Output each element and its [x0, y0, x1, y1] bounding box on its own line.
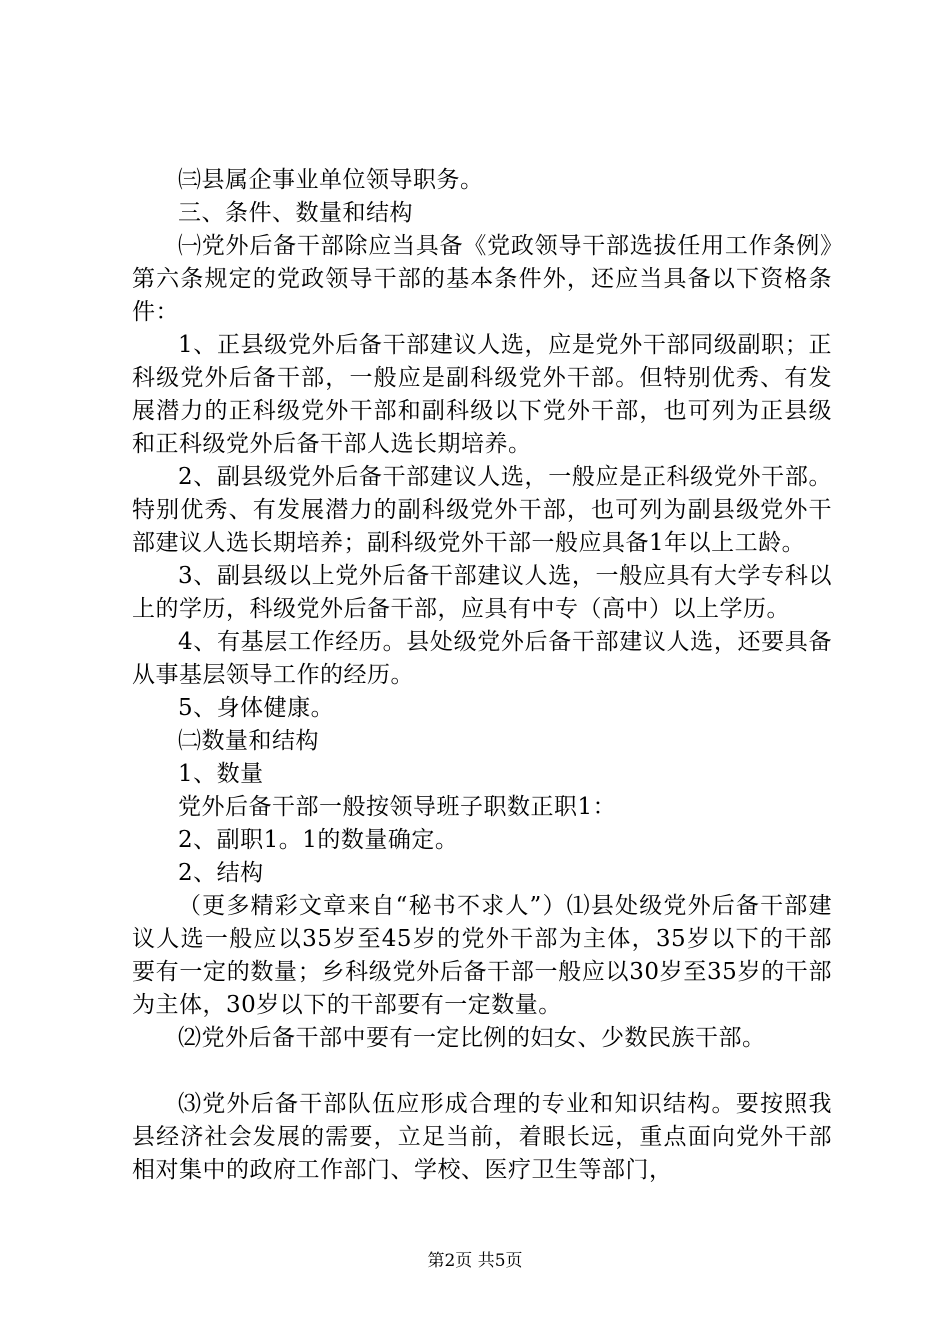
paragraph: 2、结构 — [178, 860, 264, 886]
paragraph: 党外后备干部一般按领导班子职数正职1： — [178, 794, 617, 820]
paragraph: 1、数量 — [178, 761, 264, 787]
document-body — [132, 164, 832, 1187]
paragraph: 2、副县级党外后备干部建议人选，一般应是正科级党外干部。特别优秀、有发展潜力的副科级党外干部，也可列为副县级党外干部建议人选长期培养；副科级党外干部一般应具备1年以上工龄。 — [132, 464, 832, 556]
paragraph: ⑶党外后备干部队伍应形成合理的专业和知识结构。要按照我县经济社会发展的需要，立足当前，着眼长远，重点面向党外干部相对集中的政府工作部门、学校、医疗卫生等部门， — [132, 1091, 832, 1183]
paragraph: 3、副县级以上党外后备干部建议人选，一般应具有大学专科以上的学历，科级党外后备干部，应具有中专（高中）以上学历。 — [132, 563, 832, 622]
paragraph: 4、有基层工作经历。县处级党外后备干部建议人选，还要具备从事基层领导工作的经历。 — [132, 629, 832, 688]
subsection-heading: ㈡数量和结构 — [178, 728, 319, 754]
paragraph: 5、身体健康。 — [178, 695, 335, 721]
section-heading: 三、条件、数量和结构 — [178, 200, 413, 226]
paragraph: 1、正县级党外后备干部建议人选，应是党外干部同级副职；正科级党外后备干部，一般应是副科级党外干部。但特别优秀、有发展潜力的正科级党外干部和副科级以下党外干部，也可列为正县级和正科级党外后备干部人选长期培养。 — [132, 332, 832, 457]
page-footer: 第2页 共5页 — [427, 1251, 523, 1271]
paragraph: ⑵党外后备干部中要有一定比例的妇女、少数民族干部。 — [178, 1025, 766, 1051]
paragraph: ㈠党外后备干部除应当具备《党政领导干部选拔任用工作条例》第六条规定的党政领导干部的基本条件外，还应当具备以下资格条件： — [132, 233, 832, 325]
paragraph: ㈢县属企事业单位领导职务。 — [178, 167, 484, 193]
paragraph-gap — [132, 1055, 832, 1088]
paragraph: （更多精彩文章来自“秘书不求人”）⑴县处级党外后备干部建议人选一般应以35岁至45岁的党外干部为主体，35岁以下的干部要有一定的数量；乡科级党外后备干部一般应以30岁至35岁的干部为主体，30岁以下的干部要有一定数量。 — [132, 893, 832, 1018]
paragraph: 2、副职1。1的数量确定。 — [178, 827, 459, 853]
